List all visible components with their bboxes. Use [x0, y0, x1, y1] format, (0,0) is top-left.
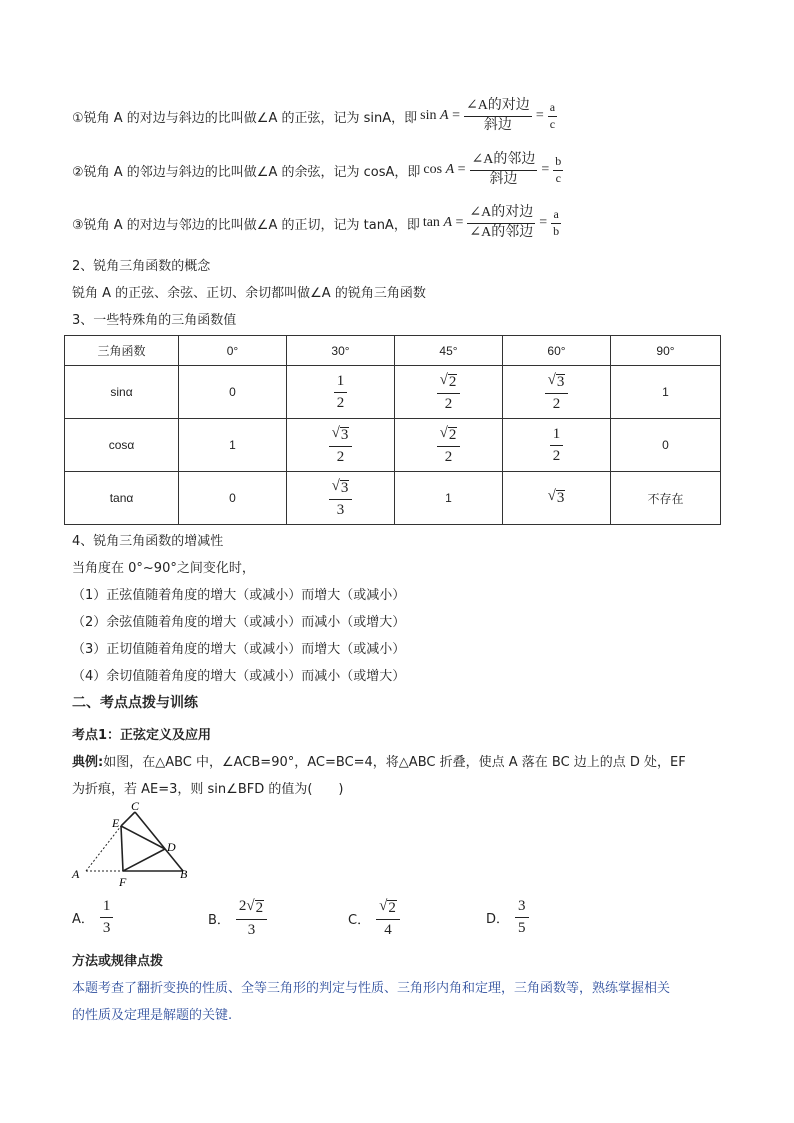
definition-sin: ①锐角 A 的对边与斜边的比叫做∠A 的正弦，记为 sinA，即 sin A = $\frac{\text{∠A的对边}}{\text{斜边}}$ = $\frac{a}{c}$	[72, 98, 556, 133]
word-fraction	[467, 205, 535, 240]
fraction-denominator: 斜边	[489, 171, 518, 187]
sqrt-symbol: √ 2	[246, 898, 264, 916]
fraction-numerator: ∠A的对边	[464, 98, 532, 116]
cell-fraction	[329, 425, 353, 465]
var-name: A	[445, 162, 455, 177]
section4-item: （4）余切值随着角度的增大（或减小）而减小（或增大）	[72, 669, 406, 684]
fraction-denominator: ∠A的邻边	[469, 224, 534, 240]
dashed-segment-AE	[86, 826, 121, 871]
sqrt-symbol: √ 2	[439, 424, 457, 443]
sqrt-symbol: √ 2	[439, 371, 457, 390]
option-denominator: 4	[384, 921, 392, 938]
sqrt-symbol: √ 3	[331, 424, 349, 443]
table-cell: 0	[179, 366, 287, 419]
table-cell	[287, 472, 395, 525]
table-cell: 1	[611, 366, 721, 419]
sqrt-symbol: √ 3	[547, 371, 565, 390]
option-label: B．	[208, 912, 230, 928]
section4-intro: 当角度在 0°~90°之间变化时，	[72, 561, 255, 576]
table-cell	[503, 419, 611, 472]
row-label: sinα	[65, 366, 179, 419]
kaodian-heading: 考点1：正弦定义及应用	[72, 728, 212, 743]
cell-numerator	[437, 372, 461, 394]
segment-EF	[121, 826, 123, 871]
table-cell	[287, 366, 395, 419]
word-fraction	[464, 98, 532, 133]
cell-denominator: 2	[552, 395, 561, 412]
table-row-cos	[65, 419, 721, 472]
example-line1	[72, 751, 686, 770]
table-header-cell: 45°	[395, 336, 503, 366]
cell-denominator: 2	[444, 448, 453, 465]
cell-fraction	[437, 425, 461, 465]
ratio-fraction	[551, 208, 561, 239]
option-denominator: 3	[247, 921, 256, 938]
option-fraction	[515, 898, 529, 936]
label-F: F	[119, 875, 127, 889]
table-cell: 1	[395, 472, 503, 525]
table-cell	[503, 472, 611, 525]
table-cell: 0	[611, 419, 721, 472]
table-cell	[503, 366, 611, 419]
option-denominator: 3	[102, 919, 111, 936]
var-name: A	[443, 215, 452, 230]
table-header-cell: 90°	[611, 336, 721, 366]
ratio-numerator: b	[553, 155, 563, 171]
ratio-fraction	[553, 155, 563, 186]
part2-heading: 二、考点点拨与训练	[72, 695, 198, 711]
word-fraction	[470, 152, 538, 187]
sqrt-symbol: √ 3	[331, 477, 349, 496]
cell-denominator: 2	[336, 394, 345, 411]
method-heading: 方法或规律点拨	[72, 954, 164, 969]
sqrt-symbol: √ 2	[379, 898, 396, 916]
ratio-denominator: c	[549, 116, 556, 131]
definition-text: ③锐角 A 的对边与邻边的比叫做∠A 的正切，记为 tanA，即	[72, 217, 420, 233]
table-row-sin	[65, 366, 721, 419]
cell-fraction	[334, 373, 348, 411]
cell-numerator: 1	[550, 426, 564, 446]
option-a[interactable]	[72, 898, 113, 936]
label-E: E	[112, 816, 120, 830]
option-numerator	[376, 898, 400, 920]
ratio-numerator: a	[548, 101, 557, 117]
option-c[interactable]	[348, 898, 400, 938]
section4-heading: 4、锐角三角函数的增减性	[72, 534, 224, 549]
label-B: B	[180, 867, 188, 881]
option-denominator: 5	[518, 919, 526, 936]
ratio-numerator: a	[551, 208, 560, 224]
cell-numerator	[329, 425, 353, 447]
table-header-cell: 0°	[179, 336, 287, 366]
func-name: sin	[420, 108, 437, 123]
cell-numerator	[545, 372, 569, 394]
row-label: tanα	[65, 472, 179, 525]
table-header-row	[65, 336, 721, 366]
method-line1: 本题考查了翻折变换的性质、全等三角形的判定与性质、三角形内角和定理，三角函数等，熟练掌握相关	[72, 981, 671, 996]
table-cell	[395, 419, 503, 472]
cell-numerator: 1	[334, 373, 348, 393]
option-d[interactable]	[486, 898, 529, 936]
cell-denominator: 3	[336, 501, 345, 518]
func-name: tan	[422, 215, 440, 230]
example-text: 如图，在△ABC 中，∠ACB=90°，AC=BC=4，将△ABC 折叠，使点 A 落在 BC 边上的点 D 处，EF	[103, 755, 686, 770]
section2-text: 锐角 A 的正弦、余弦、正切、余切都叫做∠A 的锐角三角函数	[72, 286, 426, 301]
fraction-denominator: 斜边	[483, 117, 512, 133]
row-label: cosα	[65, 419, 179, 472]
cell-numerator	[437, 425, 461, 447]
option-label: C．	[348, 912, 371, 928]
definition-text: ②锐角 A 的邻边与斜边的比叫做∠A 的余弦，记为 cosA，即	[72, 164, 421, 180]
example-label: 典例:	[72, 755, 104, 770]
sqrt-symbol: √ 3	[547, 488, 565, 507]
fraction-numerator: ∠A的邻边	[470, 152, 538, 170]
option-label: D．	[486, 911, 510, 927]
cell-denominator: 2	[444, 395, 453, 412]
option-coefficient: 2	[238, 898, 247, 914]
option-fraction	[100, 898, 114, 936]
option-numerator	[236, 898, 267, 920]
table-cell: 0	[179, 472, 287, 525]
fraction-numerator: ∠A的对边	[467, 205, 535, 223]
option-numerator: 1	[100, 898, 114, 918]
cell-fraction	[550, 426, 564, 464]
ratio-fraction	[548, 101, 557, 132]
method-line2: 的性质及定理是解题的关键.	[72, 1008, 233, 1023]
func-name: cos	[423, 162, 443, 177]
option-b[interactable]	[208, 898, 267, 938]
cell-fraction	[437, 372, 461, 412]
option-fraction	[236, 898, 267, 938]
cell-denominator: 2	[552, 447, 561, 464]
definition-text: ①锐角 A 的对边与斜边的比叫做∠A 的正弦，记为 sinA，即	[72, 110, 418, 126]
example-line2: 为折痕，若 AE=3，则 sin∠BFD 的值为( )	[72, 782, 344, 797]
section4-item: （2）余弦值随着角度的增大（或减小）而减小（或增大）	[72, 615, 406, 630]
option-fraction	[376, 898, 400, 938]
section4-item: （1）正弦值随着角度的增大（或减小）而增大（或减小）	[72, 588, 406, 603]
special-angles-table	[64, 335, 721, 525]
table-cell	[287, 419, 395, 472]
label-C: C	[131, 800, 140, 813]
table-cell	[395, 366, 503, 419]
cell-fraction	[329, 478, 353, 518]
cell-fraction	[545, 372, 569, 412]
var-name: A	[440, 108, 449, 123]
label-A: A	[72, 867, 80, 881]
table-header-cell: 60°	[503, 336, 611, 366]
section3-heading: 3、一些特殊角的三角函数值	[72, 313, 237, 328]
segment-CE	[121, 812, 135, 826]
option-label: A．	[72, 911, 94, 927]
segment-CB	[135, 812, 183, 871]
fold-triangle-figure	[68, 800, 198, 892]
definition-tan: ③锐角 A 的对边与邻边的比叫做∠A 的正切，记为 tanA，即 tan A = $\frac{\text{∠A的对边}}{\text{∠A的邻边}}$ = $\frac{a}{b}$	[72, 205, 560, 240]
ratio-denominator: c	[555, 170, 561, 185]
section4-item: （3）正切值随着角度的增大（或减小）而增大（或减小）	[72, 642, 406, 657]
table-row-tan	[65, 472, 721, 525]
option-numerator: 3	[515, 898, 529, 918]
segment-FD	[123, 849, 165, 871]
ratio-denominator: b	[553, 223, 560, 238]
table-header-cell: 30°	[287, 336, 395, 366]
cell-denominator: 2	[336, 448, 345, 465]
section2-heading: 2、锐角三角函数的概念	[72, 259, 211, 274]
cell-radical	[548, 489, 566, 507]
table-header-cell: 三角函数	[65, 336, 179, 366]
segment-ED	[121, 826, 165, 849]
table-cell: 1	[179, 419, 287, 472]
table-cell: 不存在	[611, 472, 721, 525]
definition-cos: ②锐角 A 的邻边与斜边的比叫做∠A 的余弦，记为 cosA，即 cos A = $\frac{\text{∠A的邻边}}{\text{斜边}}$ = $\frac{b}{c}$	[72, 152, 562, 187]
cell-numerator	[329, 478, 353, 500]
label-D: D	[167, 840, 176, 854]
